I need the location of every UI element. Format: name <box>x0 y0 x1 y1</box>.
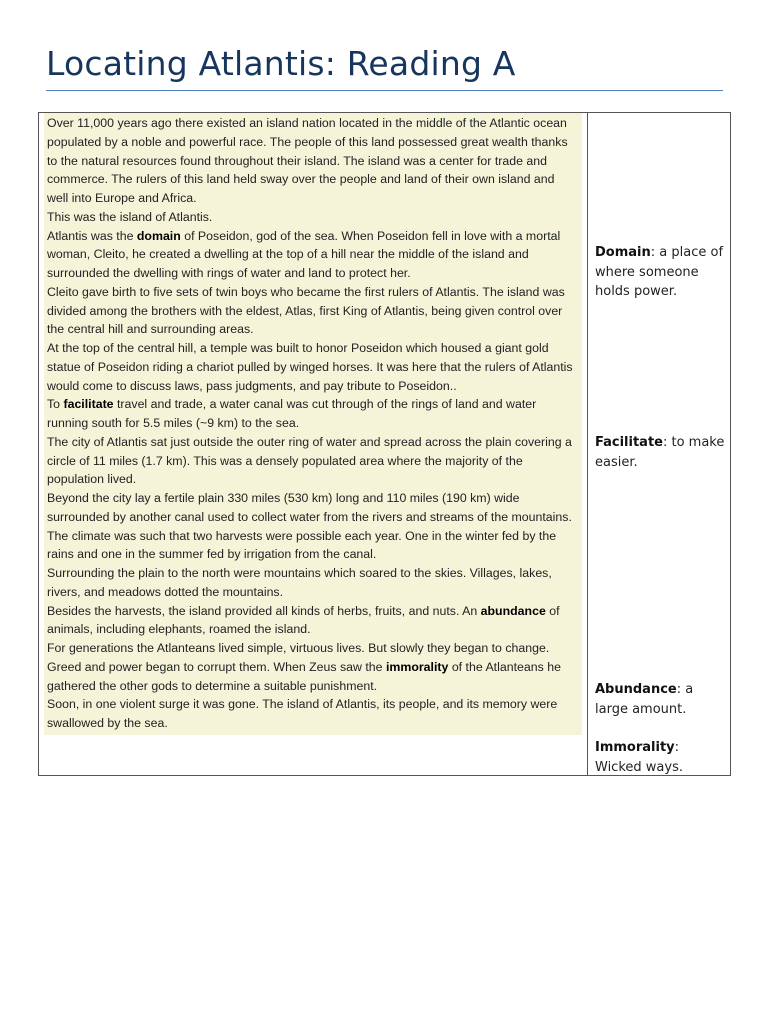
reading-paragraph <box>47 208 579 227</box>
reading-paragraph <box>47 114 579 208</box>
glossary-term: Immorality <box>595 740 675 755</box>
reading-text: For generations the Atlanteans lived simple, virtuous lives. But slowly they began to change. Greed and power began to corrupt them. When Zeus saw the <box>47 641 550 674</box>
glossary-term: Domain <box>595 245 651 260</box>
reading-text: Beyond the city lay a fertile plain 330 miles (530 km) long and 110 miles (190 km) wide surrounded by another canal used to collect water from the rivers and streams of the mountains. The climate was such that two harvests were possible each year. One in the winter fed by the rains and one in the summer fed by irrigation from the canal. <box>47 491 572 562</box>
vocabulary-term: immorality <box>385 659 449 674</box>
glossary-entry-immorality <box>595 738 727 777</box>
reading-text: Surrounding the plain to the north were mountains which soared to the skies. Villages, lakes, rivers, and meadows dotted the mountains. <box>47 566 552 599</box>
reading-text: To <box>47 397 64 412</box>
reading-text: This was the island of Atlantis. <box>47 209 213 224</box>
reading-text: The city of Atlantis sat just outside the outer ring of water and spread across the plain covering a circle of 11 miles (1.7 km). This was a densely populated area where the majority of the population lived. <box>47 434 572 487</box>
reading-text: Besides the harvests, the island provided all kinds of herbs, fruits, and nuts. An <box>47 603 481 618</box>
reading-text: of animals, including elephants, roamed the island. <box>47 603 560 637</box>
reading-paragraph <box>47 564 579 602</box>
reading-text: At the top of the central hill, a temple was built to honor Poseidon which housed a giant gold statue of Poseidon riding a chariot pulled by winged horses. It was here that the rulers of Atlantis would come to discuss laws, pass judgments, and pay tribute to Poseidon.. <box>47 341 573 393</box>
glossary-definition: : a large amount. <box>595 682 694 717</box>
reading-text: of the Atlanteans he gathered the other gods to determine a suitable punishment. <box>47 659 561 693</box>
reading-paragraph <box>47 433 579 489</box>
reading-text: Over 11,000 years ago there existed an island nation located in the middle of the Atlantic ocean populated by a noble and powerful race. The people of this land possessed great wealth thanks to the natural resources found throughout their island. The island was a center for trade and commerce. The rulers of this land held sway over the people and land of their own island and well into Europe and Africa. <box>47 116 568 205</box>
reading-text: Atlantis was the <box>47 228 137 243</box>
vocabulary-term: facilitate <box>63 397 114 412</box>
reading-paragraph <box>47 639 579 695</box>
reading-passage <box>44 113 582 735</box>
glossary-definition: : Wicked ways. <box>595 740 683 775</box>
vocabulary-term: abundance <box>480 603 546 618</box>
glossary-term: Facilitate <box>595 435 663 450</box>
reading-text: of Poseidon, god of the sea. When Poseidon fell in love with a mortal woman, Cleito, he created a dwelling at the top of a hill near the middle of the island and surrounded the dwelling with rings of water and land to protect her. <box>47 228 561 280</box>
glossary-definition: : a place of where someone holds power. <box>595 245 724 299</box>
reading-table <box>38 112 731 776</box>
vocabulary-term: domain <box>136 228 181 243</box>
reading-text: travel and trade, a water canal was cut through of the rings of land and water running south for 5.5 miles (~9 km) to the sea. <box>47 397 537 430</box>
glossary-entry-domain <box>595 243 727 302</box>
reading-paragraph <box>47 602 579 640</box>
reading-paragraph <box>47 227 579 283</box>
glossary-term: Abundance <box>595 682 677 697</box>
title-underline <box>46 90 723 91</box>
glossary-definition: : to make easier. <box>595 435 725 470</box>
reading-paragraph <box>47 339 579 395</box>
reading-text: Soon, in one violent surge it was gone. The island of Atlantis, its people, and its memory were swallowed by the sea. <box>47 697 558 730</box>
reading-paragraph <box>47 283 579 339</box>
column-divider <box>587 113 588 775</box>
reading-paragraph <box>47 695 579 733</box>
glossary-entry-abundance <box>595 680 727 719</box>
reading-text: Cleito gave birth to five sets of twin boys who became the first rulers of Atlantis. The island was divided among the brothers with the eldest, Atlas, first King of Atlantis, being given control over the central hill and surrounding areas. <box>47 284 565 337</box>
reading-paragraph <box>47 489 579 564</box>
reading-paragraph <box>47 395 579 433</box>
glossary-entry-facilitate <box>595 433 727 472</box>
page-title: Locating Atlantis: Reading A <box>46 44 516 83</box>
